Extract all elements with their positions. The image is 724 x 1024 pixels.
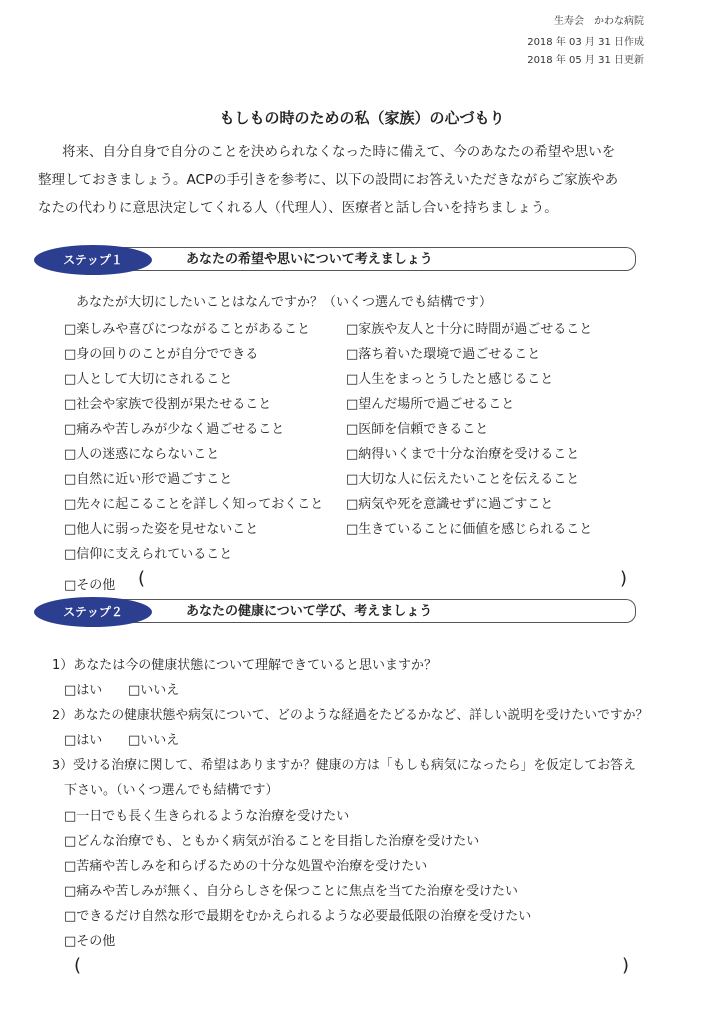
step1-left-option-2[interactable]: □身の回りのことが自分でできる: [64, 347, 259, 362]
step2-q1-yes[interactable]: □はい: [64, 683, 103, 698]
step2-q3-other-option[interactable]: □その他: [64, 934, 116, 949]
intro-line-2: 整理しておきましょう。ACPの手引きを参考に、以下の設問にお答えいただきながらご家族やあ: [38, 172, 619, 188]
step1-other-paren-open: (: [138, 568, 146, 589]
step2-q3-option-3[interactable]: □苦痛や苦しみを和らげるための十分な処置や治療を受けたい: [64, 859, 428, 874]
step2-banner: [34, 597, 636, 629]
step2-q1: 1）あなたは今の健康状態について理解できていると思いますか？: [52, 658, 438, 673]
step2-label: ステップ２: [34, 597, 152, 627]
intro-line-1: 将来、自分自身で自分のことを決められなくなった時に備えて、今のあなたの希望や思いを: [62, 144, 616, 160]
step1-right-option-3[interactable]: □人生をまっとうしたと感じること: [346, 372, 554, 387]
step2-other-paren-open: (: [74, 955, 82, 976]
step1-right-option-9[interactable]: □生きていることに価値を感じられること: [346, 522, 593, 537]
step2-q2-no[interactable]: □いいえ: [128, 733, 180, 748]
step1-left-option-10[interactable]: □信仰に支えられていること: [64, 547, 233, 562]
step2-q3-option-4[interactable]: □痛みや苦しみが無く、自分らしさを保つことに焦点を当てた治療を受けたい: [64, 884, 519, 899]
step2-q3-option-1[interactable]: □一日でも長く生きられるような治療を受けたい: [64, 809, 350, 824]
step2-title: あなたの健康について学び、考えましょう: [186, 604, 433, 619]
step1-right-option-6[interactable]: □納得いくまで十分な治療を受けること: [346, 447, 580, 462]
page-title: もしもの時のための私（家族）の心づもり: [219, 109, 505, 127]
created-date: 2018 年 03 月 31 日作成: [527, 37, 644, 48]
step1-right-option-7[interactable]: □大切な人に伝えたいことを伝えること: [346, 472, 580, 487]
step2-q2-yes[interactable]: □はい: [64, 733, 103, 748]
step1-left-option-5[interactable]: □痛みや苦しみが少なく過ごせること: [64, 422, 285, 437]
step1-left-option-7[interactable]: □自然に近い形で過ごすこと: [64, 472, 233, 487]
step2-q3-line2: 下さい。（いくつ選んでも結構です）: [64, 783, 279, 798]
step2-q3-option-2[interactable]: □どんな治療でも、ともかく病気が治ることを目指した治療を受けたい: [64, 834, 480, 849]
step2-q3-option-5[interactable]: □できるだけ自然な形で最期をむかえられるような必要最低限の治療を受けたい: [64, 909, 532, 924]
step2-other-paren-close: ): [622, 955, 630, 976]
step1-right-option-8[interactable]: □病気や死を意識せずに過ごすこと: [346, 497, 554, 512]
step1-right-option-5[interactable]: □医師を信頼できること: [346, 422, 489, 437]
step2-q1-no[interactable]: □いいえ: [128, 683, 180, 698]
step1-banner: [34, 245, 636, 277]
step2-q3-line1: 3）受ける治療に関して、希望はありますか？健康の方は「もしも病気になったら」を仮定してお答え: [52, 758, 636, 773]
step1-other-option[interactable]: □その他: [64, 578, 116, 593]
step2-q2: 2）あなたの健康状態や病気について、どのような経過をたどるかなど、詳しい説明を受けたいですか？: [52, 708, 649, 723]
step1-question: あなたが大切にしたいことはなんですか？（いくつ選んでも結構です）: [76, 295, 493, 310]
step1-title: あなたの希望や思いについて考えましょう: [186, 252, 433, 267]
step1-right-option-1[interactable]: □家族や友人と十分に時間が過ごせること: [346, 322, 593, 337]
step1-other-paren-close: ): [620, 568, 628, 589]
step1-right-option-2[interactable]: □落ち着いた環境で過ごせること: [346, 347, 541, 362]
intro-line-3: なたの代わりに意思決定してくれる人（代理人）、医療者と話し合いを持ちましょう。: [38, 200, 558, 216]
step1-left-option-8[interactable]: □先々に起こることを詳しく知っておくこと: [64, 497, 324, 512]
updated-date: 2018 年 05 月 31 日更新: [527, 55, 644, 66]
step1-left-option-9[interactable]: □他人に弱った姿を見せないこと: [64, 522, 259, 537]
step1-left-option-3[interactable]: □人として大切にされること: [64, 372, 233, 387]
hospital-name: 生寿会 かわな病院: [554, 16, 644, 27]
step1-right-option-4[interactable]: □望んだ場所で過ごせること: [346, 397, 515, 412]
step1-label: ステップ１: [34, 245, 152, 275]
step1-left-option-1[interactable]: □楽しみや喜びにつながることがあること: [64, 322, 311, 337]
step1-left-option-6[interactable]: □人の迷惑にならないこと: [64, 447, 220, 462]
step1-left-option-4[interactable]: □社会や家族で役割が果たせること: [64, 397, 272, 412]
